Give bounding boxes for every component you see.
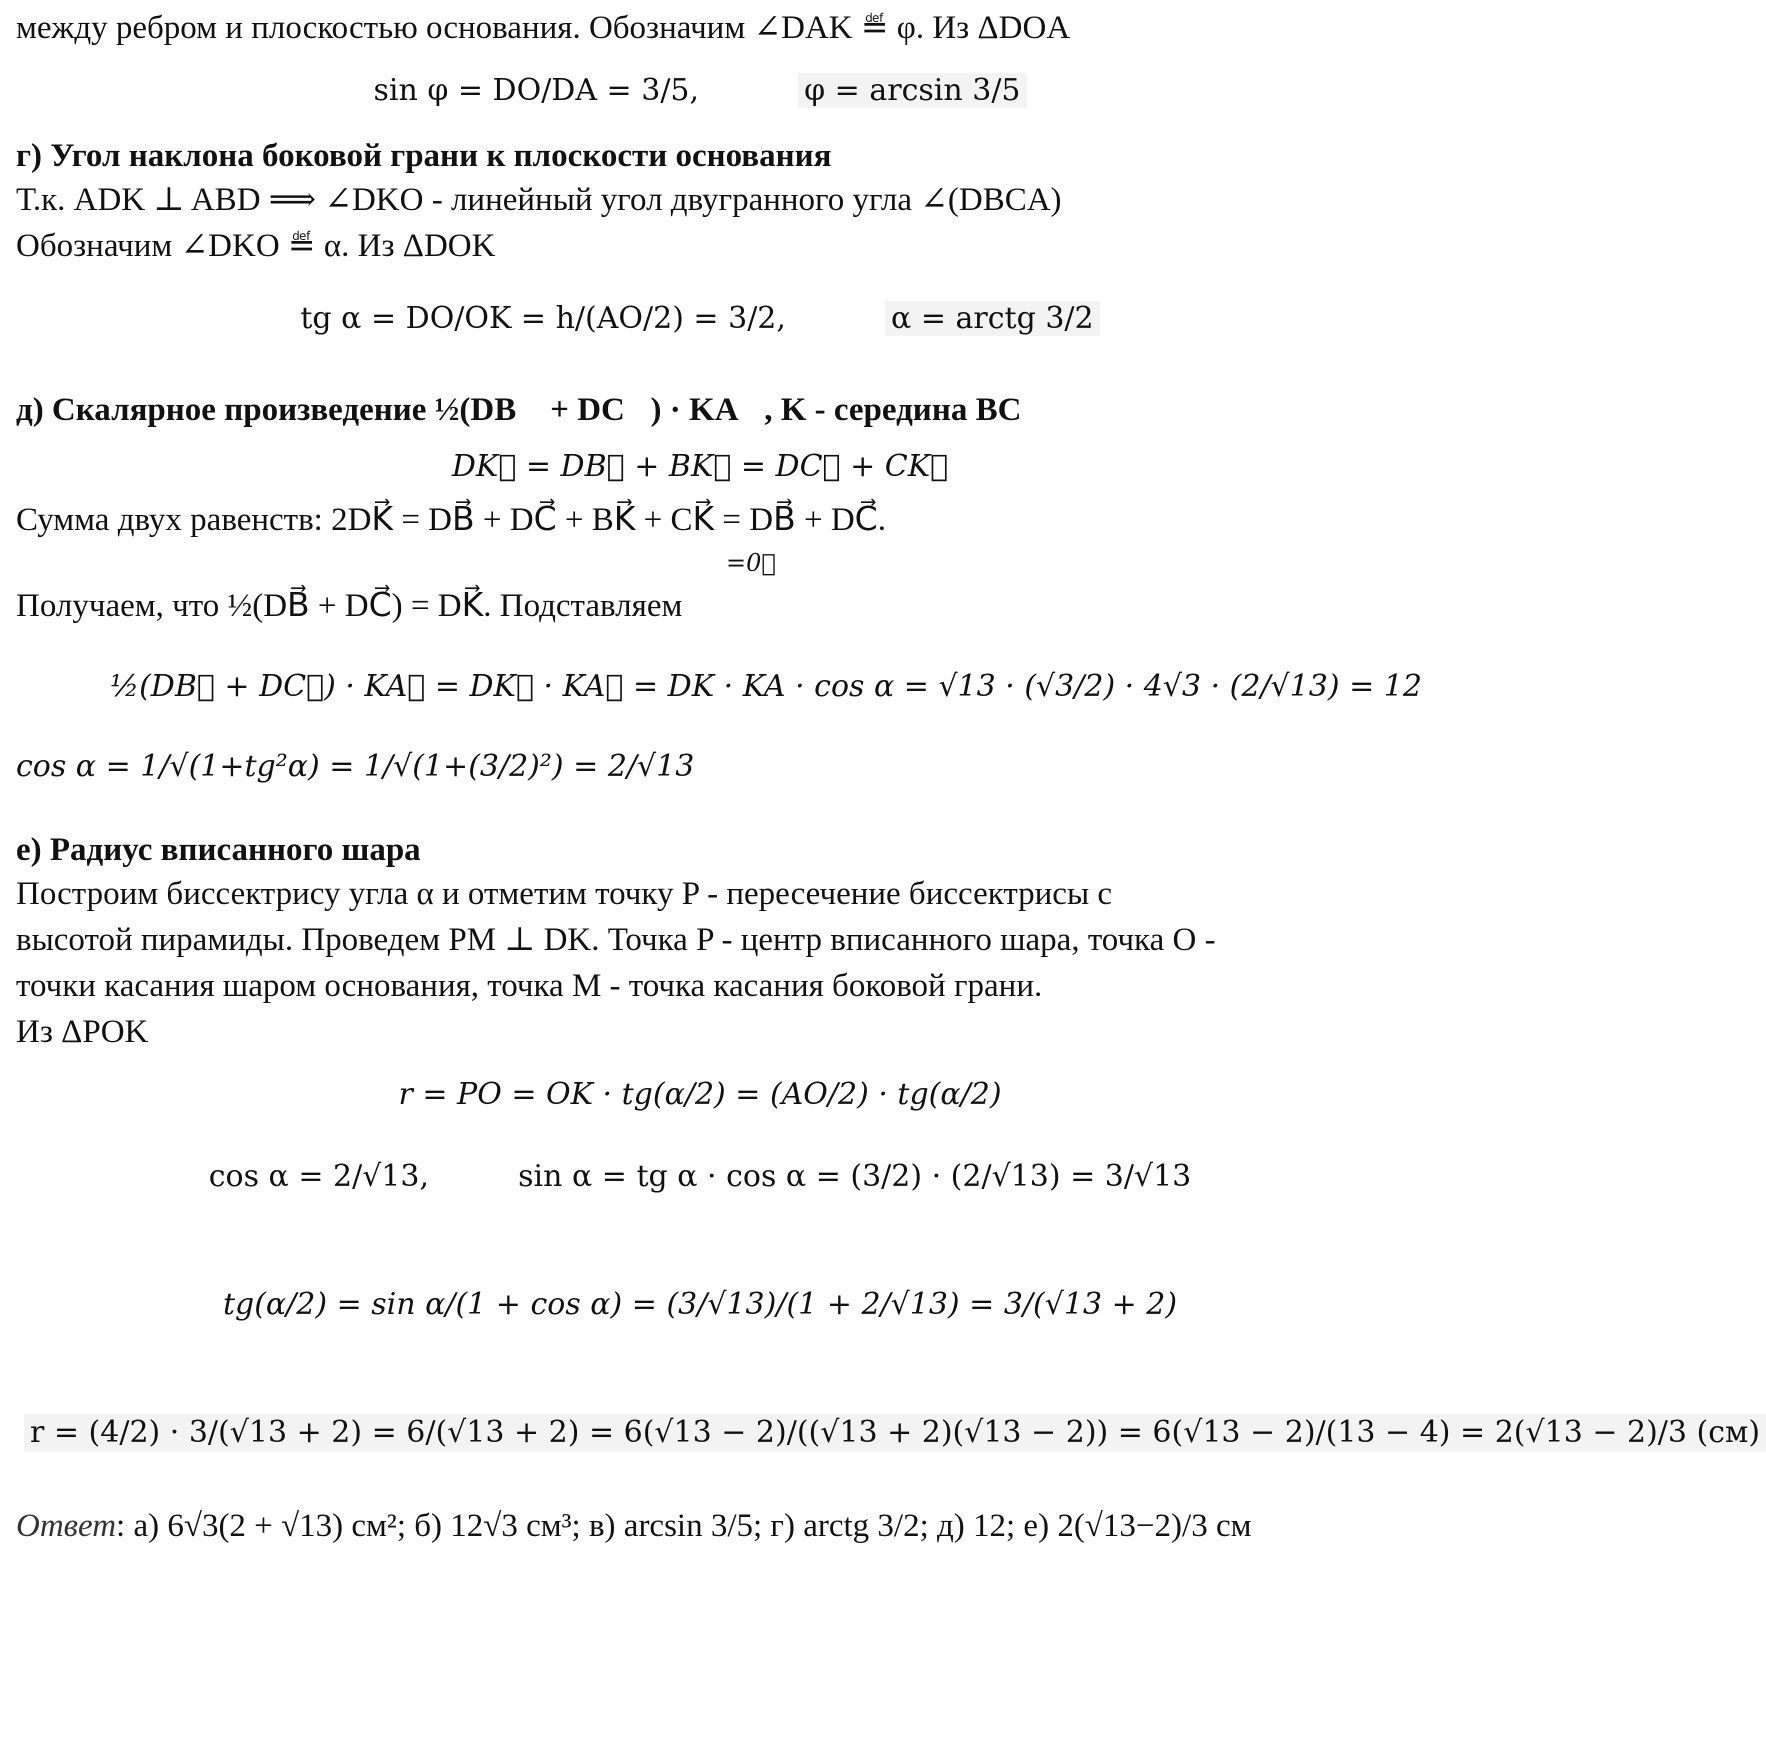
- formula-radius-r: r = PO = OK · tg(α/2) = (AO/2) · tg(α/2): [398, 1077, 1002, 1112]
- text-line-5: Обозначим ∠DKO ≝ α. Из ΔDOK: [16, 228, 496, 264]
- formula-radius-final: r = (4/2) · 3/(√13 + 2) = 6/(√13 + 2) = 6(√13 − 2)/((√13 + 2)(√13 − 2)) = 6(√13 − 2)/(13 − 4) = 2(√13 − 2)/3 (см): [24, 1414, 1766, 1452]
- formula-cos-sin-alpha: [0, 1158, 1400, 1196]
- formula-tg-alpha-left: tg α = DO/OK = h/(AO/2) = 3/2,: [300, 301, 786, 336]
- text-line-9: Сумма двух равенств: 2DK⃗ = DB⃗ + DC⃗ + BK⃗ + CK⃗ = DB⃗ + DC⃗.: [16, 502, 886, 538]
- formula-tg-alpha: [0, 300, 1400, 338]
- text-line-17: Из ΔPOK: [16, 1014, 149, 1050]
- text-line-14: Построим биссектрису угла α и отметим точку P - пересечение биссектрисы с: [16, 876, 1113, 912]
- formula-sin-phi: [0, 72, 1400, 110]
- text-line-4: Т.к. ADK ⊥ ABD ⟹ ∠DKO - линейный угол двугранного угла ∠(DBCA): [16, 182, 1062, 218]
- formula-sin-alpha-value: sin α = tg α · cos α = (3/2) · (2/√13) = 3/√13: [518, 1159, 1192, 1194]
- formula-alpha-arctg: α = arctg 3/2: [885, 301, 1100, 336]
- underbrace-zero-label: =0⃗: [726, 549, 776, 577]
- answer-line: [16, 1506, 1251, 1547]
- formula-scalar-product: [110, 668, 1422, 706]
- answer-label: Ответ: [16, 1508, 117, 1544]
- text-line-16: точки касания шаром основания, точка M - точка касания боковой грани.: [16, 968, 1043, 1004]
- heading-e: е) Радиус вписанного шара: [16, 832, 421, 868]
- formula-tg-half-alpha: tg(α/2) = sin α/(1 + cos α) = (3/√13)/(1 + 2/√13) = 3/(√13 + 2): [222, 1287, 1178, 1322]
- formula-sin-phi-left: sin φ = DO/DA = 3/5,: [373, 73, 700, 108]
- formula-dk-vector: DK⃗ = DB⃗ + BK⃗ = DC⃗ + CK⃗: [451, 449, 949, 484]
- formula-phi-arcsin: φ = arcsin 3/5: [798, 73, 1026, 108]
- heading-d: д) Скалярное произведение ½(DB⃗ + DC⃗) · KA⃗, K - середина BC: [16, 392, 1022, 428]
- formula-cos-alpha-value: cos α = 2/√13,: [208, 1159, 430, 1194]
- answer-text: : а) 6√3(2 + √13) см²; б) 12√3 см³; в) arcsin 3/5; г) arctg 3/2; д) 12; е) 2(√13−2)/3 см: [116, 1508, 1252, 1544]
- text-line-10: Получаем, что ½(DB⃗ + DC⃗) = DK⃗. Подставляем: [16, 588, 683, 624]
- formula-cos-alpha: cos α = 1/√(1+tg²α) = 1/√(1+(3/2)²) = 2/√13: [16, 749, 695, 784]
- heading-g: г) Угол наклона боковой грани к плоскости основания: [16, 138, 832, 174]
- text-line-1: между ребром и плоскостью основания. Обозначим ∠DAK ≝ φ. Из ΔDOA: [16, 10, 1071, 46]
- formula-scalar-product-text: ½(DB⃗ + DC⃗) · KA⃗ = DK⃗ · KA⃗ = DK · KA · cos α = √13 · (√3/2) · 4√3 · (2/√13) = 12: [110, 669, 1422, 704]
- text-line-15: высотой пирамиды. Проведем PM ⊥ DK. Точка P - центр вписанного шара, точка O -: [16, 922, 1216, 958]
